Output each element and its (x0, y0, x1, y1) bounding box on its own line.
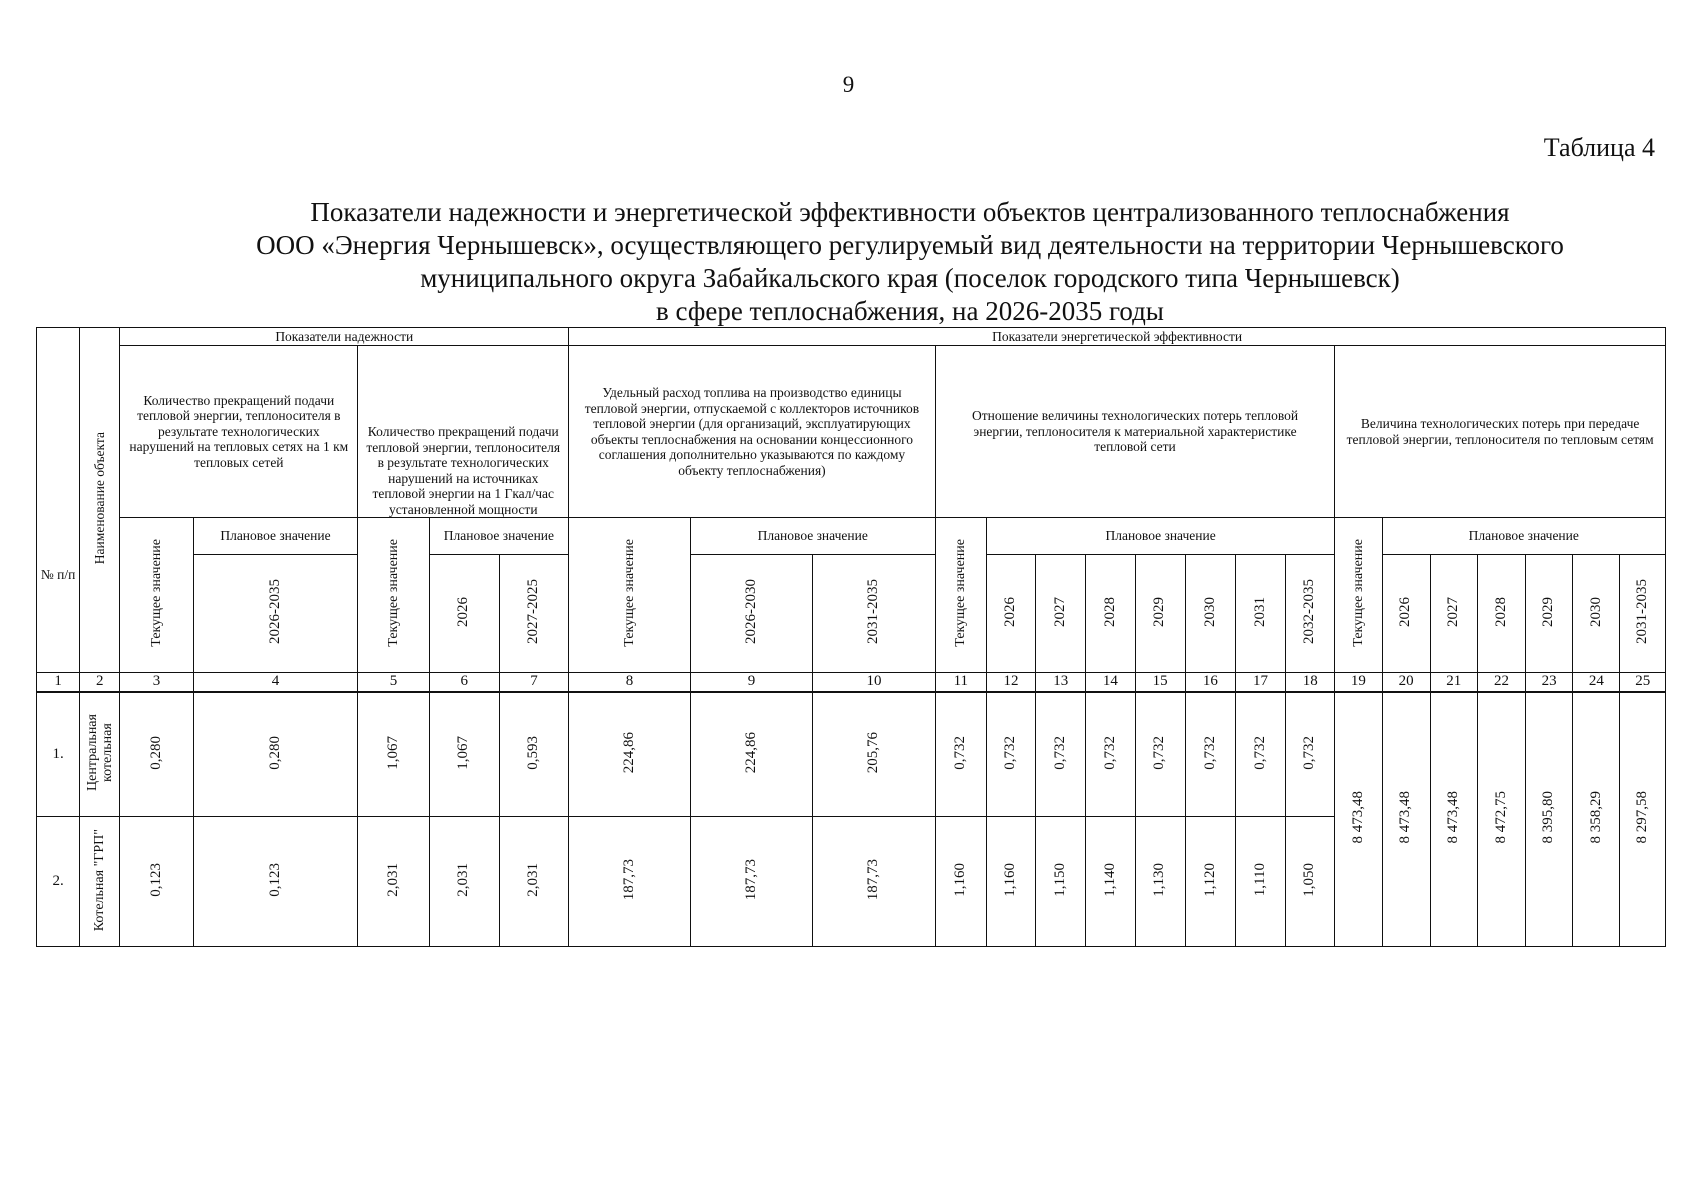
column-number: 10 (813, 673, 936, 692)
group-source-outages: Количество прекращений подачи тепловой энергии, теплоносителя в результате технологических нарушений на источниках тепловой энергии на 1 Гкал/час установленной мощности (358, 346, 569, 518)
column-number: 17 (1235, 673, 1285, 692)
group-loss-value: Величина технологических потерь при передаче тепловой энергии, теплоносителя по тепловым сетям (1335, 346, 1666, 518)
year-header: 2026-2030 (690, 555, 813, 673)
value-cell: 1,110 (1235, 817, 1285, 947)
column-number: 9 (690, 673, 813, 692)
value-cell: 2,031 (499, 817, 568, 947)
column-number: 14 (1086, 673, 1135, 692)
value-cell: 2,031 (429, 817, 499, 947)
year-header: 2030 (1185, 555, 1235, 673)
title-line: Показатели надежности и энергетической эффективности объектов централизованного теплоснабжения (310, 197, 1510, 227)
year-header: 2026 (986, 555, 1035, 673)
g3-current-header: Текущее значение (569, 518, 691, 673)
value-cell: 0,732 (935, 692, 986, 817)
year-header: 2031-2035 (813, 555, 936, 673)
loss-value-cell: 8 473,48 (1335, 692, 1382, 947)
loss-value-cell: 8 472,75 (1477, 692, 1525, 947)
page-number: 9 (842, 72, 855, 97)
value-cell: 1,050 (1286, 817, 1335, 947)
loss-value-cell: 8 358,29 (1573, 692, 1620, 947)
g1-current-header: Текущее значение (120, 518, 193, 673)
row-number: 2. (37, 817, 80, 947)
value-cell: 1,120 (1185, 817, 1235, 947)
column-number: 20 (1382, 673, 1430, 692)
year-header: 2026-2035 (193, 555, 358, 673)
g3-planned-header: Плановое значение (690, 518, 935, 555)
column-number: 2 (80, 673, 120, 692)
year-header: 2032-2035 (1286, 555, 1335, 673)
value-cell: 224,86 (569, 692, 691, 817)
table-row (37, 692, 1666, 817)
section-efficiency: Показатели энергетической эффективности (569, 328, 1666, 346)
group-loss-ratio: Отношение величины технологических потерь тепловой энергии, теплоносителя к материальной характеристике тепловой сети (935, 346, 1335, 518)
column-number: 1 (37, 673, 80, 692)
column-number: 16 (1185, 673, 1235, 692)
year-header: 2027-2025 (499, 555, 568, 673)
year-header: 2030 (1573, 555, 1620, 673)
value-cell: 0,732 (1036, 692, 1086, 817)
value-cell: 1,130 (1135, 817, 1185, 947)
column-number: 5 (358, 673, 429, 692)
object-name: Котельная "ГРП" (80, 817, 120, 947)
column-number: 11 (935, 673, 986, 692)
column-number: 19 (1335, 673, 1382, 692)
loss-value-cell: 8 473,48 (1430, 692, 1477, 947)
column-number: 22 (1477, 673, 1525, 692)
column-number: 13 (1036, 673, 1086, 692)
value-cell: 187,73 (690, 817, 813, 947)
title-line: в сфере теплоснабжения, на 2026-2035 годы (656, 296, 1164, 326)
year-header: 2029 (1135, 555, 1185, 673)
title-line: муниципального округа Забайкальского края (поселок городского типа Чернышевск) (420, 263, 1400, 293)
year-header: 2031-2035 (1620, 555, 1666, 673)
value-cell: 1,160 (986, 817, 1035, 947)
loss-value-cell: 8 473,48 (1382, 692, 1430, 947)
g1-planned-header: Плановое значение (193, 518, 358, 555)
g4-planned-header: Плановое значение (986, 518, 1334, 555)
year-header: 2027 (1036, 555, 1086, 673)
value-cell: 1,150 (1036, 817, 1086, 947)
year-header: 2027 (1430, 555, 1477, 673)
value-cell: 187,73 (569, 817, 691, 947)
year-header: 2026 (1382, 555, 1430, 673)
column-number: 3 (120, 673, 193, 692)
value-cell: 0,280 (120, 692, 193, 817)
value-cell: 0,732 (1235, 692, 1285, 817)
year-header: 2031 (1235, 555, 1285, 673)
column-number: 21 (1430, 673, 1477, 692)
year-header: 2026 (429, 555, 499, 673)
g5-planned-header: Плановое значение (1382, 518, 1665, 555)
value-cell: 0,280 (193, 692, 358, 817)
title-line: ООО «Энергия Чернышевск», осуществляющего регулируемый вид деятельности на территории Чернышевского (256, 230, 1564, 260)
group-fuel-consumption: Удельный расход топлива на производство единицы тепловой энергии, отпускаемой с коллекторов источников тепловой энергии (для организаций, эксплуатирующих объекты теплоснабжения на основании концессионного соглашения дополнительно указываются по каждому объекту теплоснабжения) (569, 346, 936, 518)
g2-planned-header: Плановое значение (429, 518, 569, 555)
column-number: 6 (429, 673, 499, 692)
loss-value-cell: 8 395,80 (1526, 692, 1573, 947)
col-no-header (37, 328, 80, 673)
g5-current-header: Текущее значение (1335, 518, 1382, 673)
value-cell: 0,732 (1135, 692, 1185, 817)
column-number: 24 (1573, 673, 1620, 692)
year-header: 2028 (1477, 555, 1525, 673)
row-number: 1. (37, 692, 80, 817)
loss-value-cell: 8 297,58 (1620, 692, 1666, 947)
g4-current-header: Текущее значение (935, 518, 986, 673)
year-header: 2028 (1086, 555, 1135, 673)
value-cell: 0,732 (1286, 692, 1335, 817)
year-header: 2029 (1526, 555, 1573, 673)
value-cell: 0,732 (1086, 692, 1135, 817)
value-cell: 1,067 (358, 692, 429, 817)
value-cell: 187,73 (813, 817, 936, 947)
column-numbers-row (37, 673, 1666, 692)
value-cell: 0,123 (193, 817, 358, 947)
column-number: 8 (569, 673, 691, 692)
column-number: 7 (499, 673, 568, 692)
column-number: 4 (193, 673, 358, 692)
col-name-label: Наименование объекта (92, 432, 107, 565)
value-cell: 224,86 (690, 692, 813, 817)
col-name-header (80, 328, 120, 673)
value-cell: 205,76 (813, 692, 936, 817)
object-name: Центральная котельная (80, 692, 120, 817)
indicators-table (36, 327, 1666, 947)
column-number: 23 (1526, 673, 1573, 692)
value-cell: 0,123 (120, 817, 193, 947)
column-number: 18 (1286, 673, 1335, 692)
value-cell: 2,031 (358, 817, 429, 947)
value-cell: 1,067 (429, 692, 499, 817)
column-number: 25 (1620, 673, 1666, 692)
column-number: 12 (986, 673, 1035, 692)
table-caption: Таблица 4 (1543, 133, 1655, 162)
column-number: 15 (1135, 673, 1185, 692)
value-cell: 0,732 (986, 692, 1035, 817)
section-reliability: Показатели надежности (120, 328, 569, 346)
value-cell: 0,732 (1185, 692, 1235, 817)
value-cell: 1,160 (935, 817, 986, 947)
g2-current-header: Текущее значение (358, 518, 429, 673)
document-title (180, 196, 1640, 328)
group-network-outages: Количество прекращений подачи тепловой энергии, теплоносителя в результате технологических нарушений на тепловых сетях на 1 км тепловых сетей (120, 346, 358, 518)
col-no-label: № п/п (40, 567, 76, 583)
value-cell: 0,593 (499, 692, 568, 817)
value-cell: 1,140 (1086, 817, 1135, 947)
